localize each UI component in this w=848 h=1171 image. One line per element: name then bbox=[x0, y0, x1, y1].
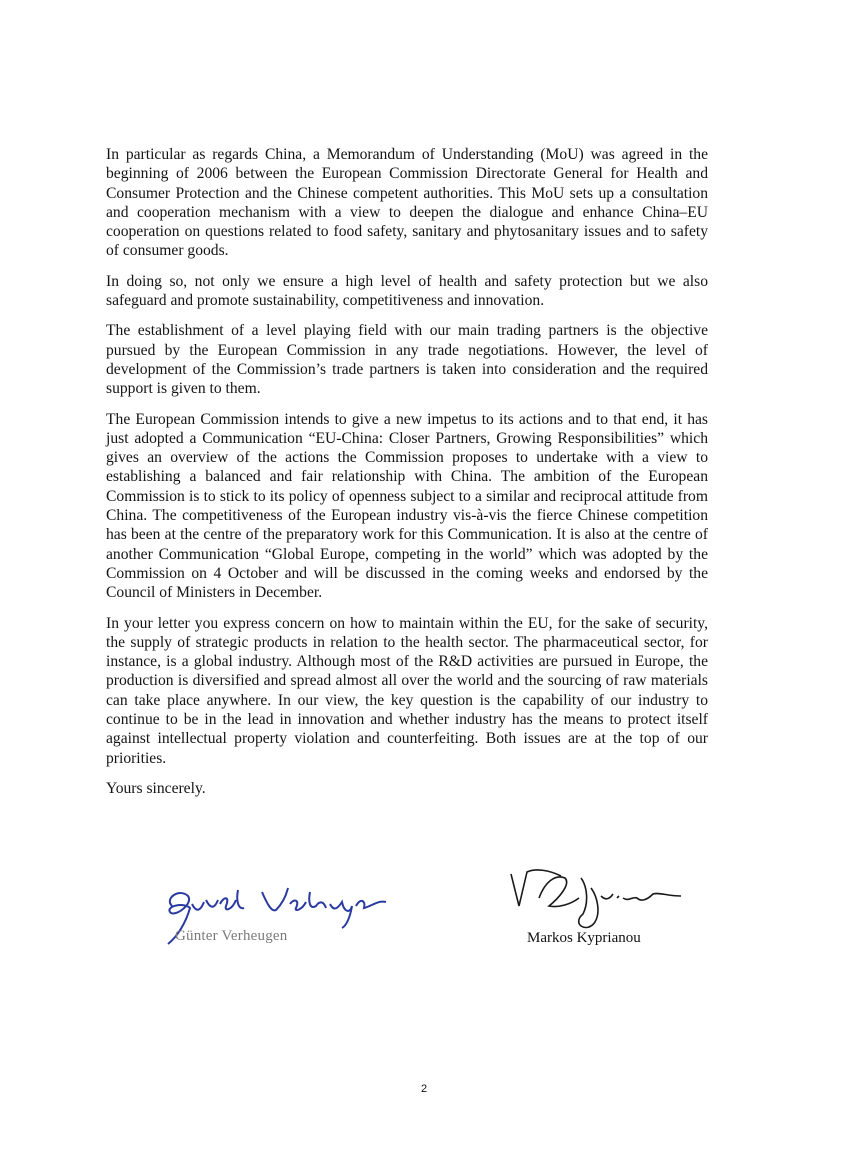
paragraph-health-safety: In doing so, not only we ensure a high level of health and safety protection but we also safeguard and promote sustainability, competitiveness and innovation. bbox=[106, 272, 708, 310]
closing-salutation: Yours sincerely. bbox=[106, 779, 206, 797]
paragraph-level-playing-field: The establishment of a level playing field with our main trading partners is the objective pursued by the European Commission in any trade negotiations. However, the level of development of the Commission’s trade partners is taken into consideration and the required support is given to them. bbox=[106, 322, 708, 398]
signatory-name-kyprianou: Markos Kyprianou bbox=[527, 930, 641, 946]
paragraph-eu-china-communication: The European Commission intends to give a new impetus to its actions and to that end, it has just adopted a Communication “EU-China: Closer Partners, Growing Responsibilities” which gives an overview of the actions the Commission proposes to undertake with a view to establishing a balanced and fair relationship with China. The ambition of the European Commission is to stick to its policy of openness subject to a similar and reciprocal attitude from China. The competitiveness of the European industry vis-à-vis the fierce Chinese competition has been at the centre of the preparatory work for this Communication. It is also at the centre of another Communication “Global Europe, competing in the world” which was adopted by the Commission on 4 October and will be discussed in the coming weeks and endorsed by the Council of Ministers in December. bbox=[106, 410, 708, 602]
page-number: 2 bbox=[420, 1083, 428, 1095]
letter-body bbox=[106, 145, 708, 809]
signatory-name-verheugen: Günter Verheugen bbox=[175, 928, 288, 944]
paragraph-china-mou: In particular as regards China, a Memorandum of Understanding (MoU) was agreed in the beginning of 2006 between the European Commission Directorate General for Health and Consumer Protection and the Chinese competent authorities. This MoU sets up a consultation and cooperation mechanism with a view to deepen the dialogue and enhance China–EU cooperation on questions related to food safety, sanitary and phytosanitary issues and to safety of consumer goods. bbox=[106, 146, 708, 260]
paragraph-strategic-products: In your letter you express concern on how to maintain within the EU, for the sake of security, the supply of strategic products in relation to the health sector. The pharmaceutical sector, for instance, is a global industry. Although most of the R&D activities are pursued in Europe, the production is diversified and spread almost all over the world and the sourcing of raw materials can take place anywhere. In our view, the key question is the capability of our industry to continue to be in the lead in innovation and whether industry has the means to protect itself against intellectual property violation and counterfeiting. Both issues are at the top of our priorities. bbox=[106, 614, 708, 767]
